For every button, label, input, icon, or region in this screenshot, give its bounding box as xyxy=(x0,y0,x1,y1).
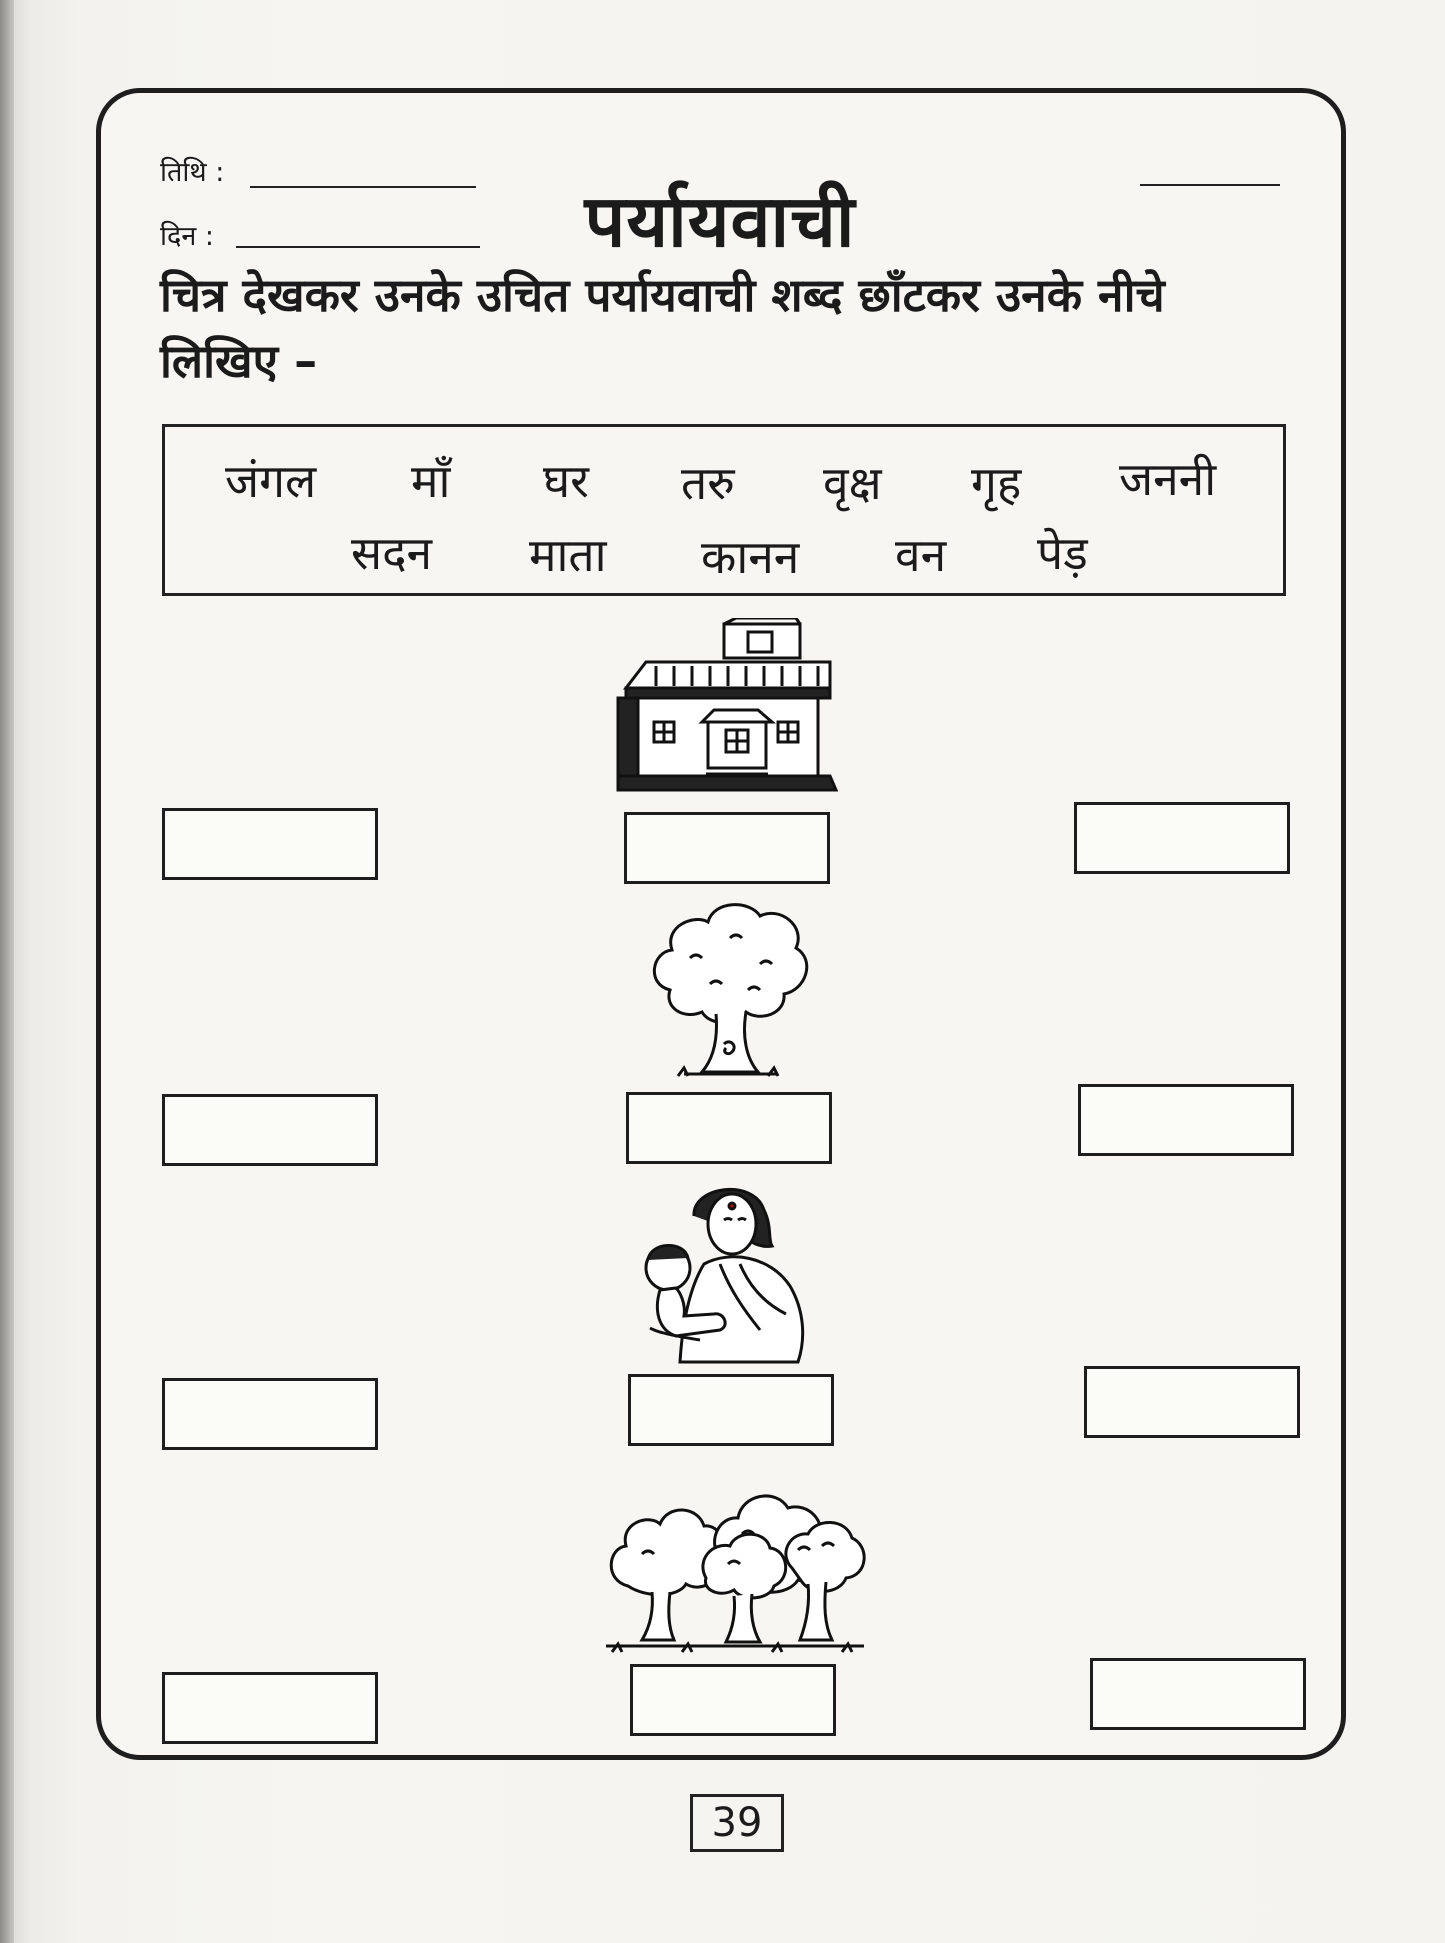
word-bank-item: पेड़ xyxy=(1037,526,1088,580)
page-title: पर्यायवाची xyxy=(584,179,856,263)
answer-box-left[interactable] xyxy=(162,1378,378,1450)
forest-icon xyxy=(602,1474,868,1660)
answer-box-left[interactable] xyxy=(162,1094,378,1166)
word-bank-item: वृक्ष xyxy=(823,456,882,510)
answer-box-right[interactable] xyxy=(1074,802,1290,874)
word-bank-item: घर xyxy=(543,454,589,508)
answer-box-middle[interactable] xyxy=(628,1374,834,1446)
word-bank-item: सदन xyxy=(351,526,433,580)
word-bank-item: कानन xyxy=(701,530,800,584)
word-bank-item: जननी xyxy=(1119,452,1217,506)
word-bank-item: तरु xyxy=(681,456,735,510)
day-line xyxy=(236,246,480,248)
name-line xyxy=(1140,184,1280,186)
book-spine xyxy=(0,0,14,1943)
answer-box-middle[interactable] xyxy=(624,812,830,884)
answer-box-middle[interactable] xyxy=(626,1092,832,1164)
word-bank-item: माँ xyxy=(411,454,451,508)
answer-box-left[interactable] xyxy=(162,808,378,880)
mother-child-icon xyxy=(640,1180,820,1370)
day-label: दिन : xyxy=(160,221,214,252)
word-bank-item: माता xyxy=(529,528,607,582)
word-bank-item: वन xyxy=(895,528,947,582)
answer-box-middle[interactable] xyxy=(630,1664,836,1736)
word-bank-box xyxy=(162,424,1286,596)
date-line xyxy=(250,186,476,188)
answer-box-right[interactable] xyxy=(1090,1658,1306,1730)
word-bank-item: गृह xyxy=(971,456,1022,510)
instruction-text: चित्र देखकर उनके उचित पर्यायवाची शब्द छाँटकर उनके नीचे लिखिए – xyxy=(160,268,1165,388)
date-label: तिथि : xyxy=(160,157,225,188)
word-bank-item: जंगल xyxy=(225,454,317,508)
answer-box-right[interactable] xyxy=(1084,1366,1300,1438)
answer-box-right[interactable] xyxy=(1078,1084,1294,1156)
tree-icon xyxy=(650,898,810,1084)
page-number: 39 xyxy=(690,1794,784,1852)
house-icon xyxy=(616,618,838,798)
answer-box-left[interactable] xyxy=(162,1672,378,1744)
